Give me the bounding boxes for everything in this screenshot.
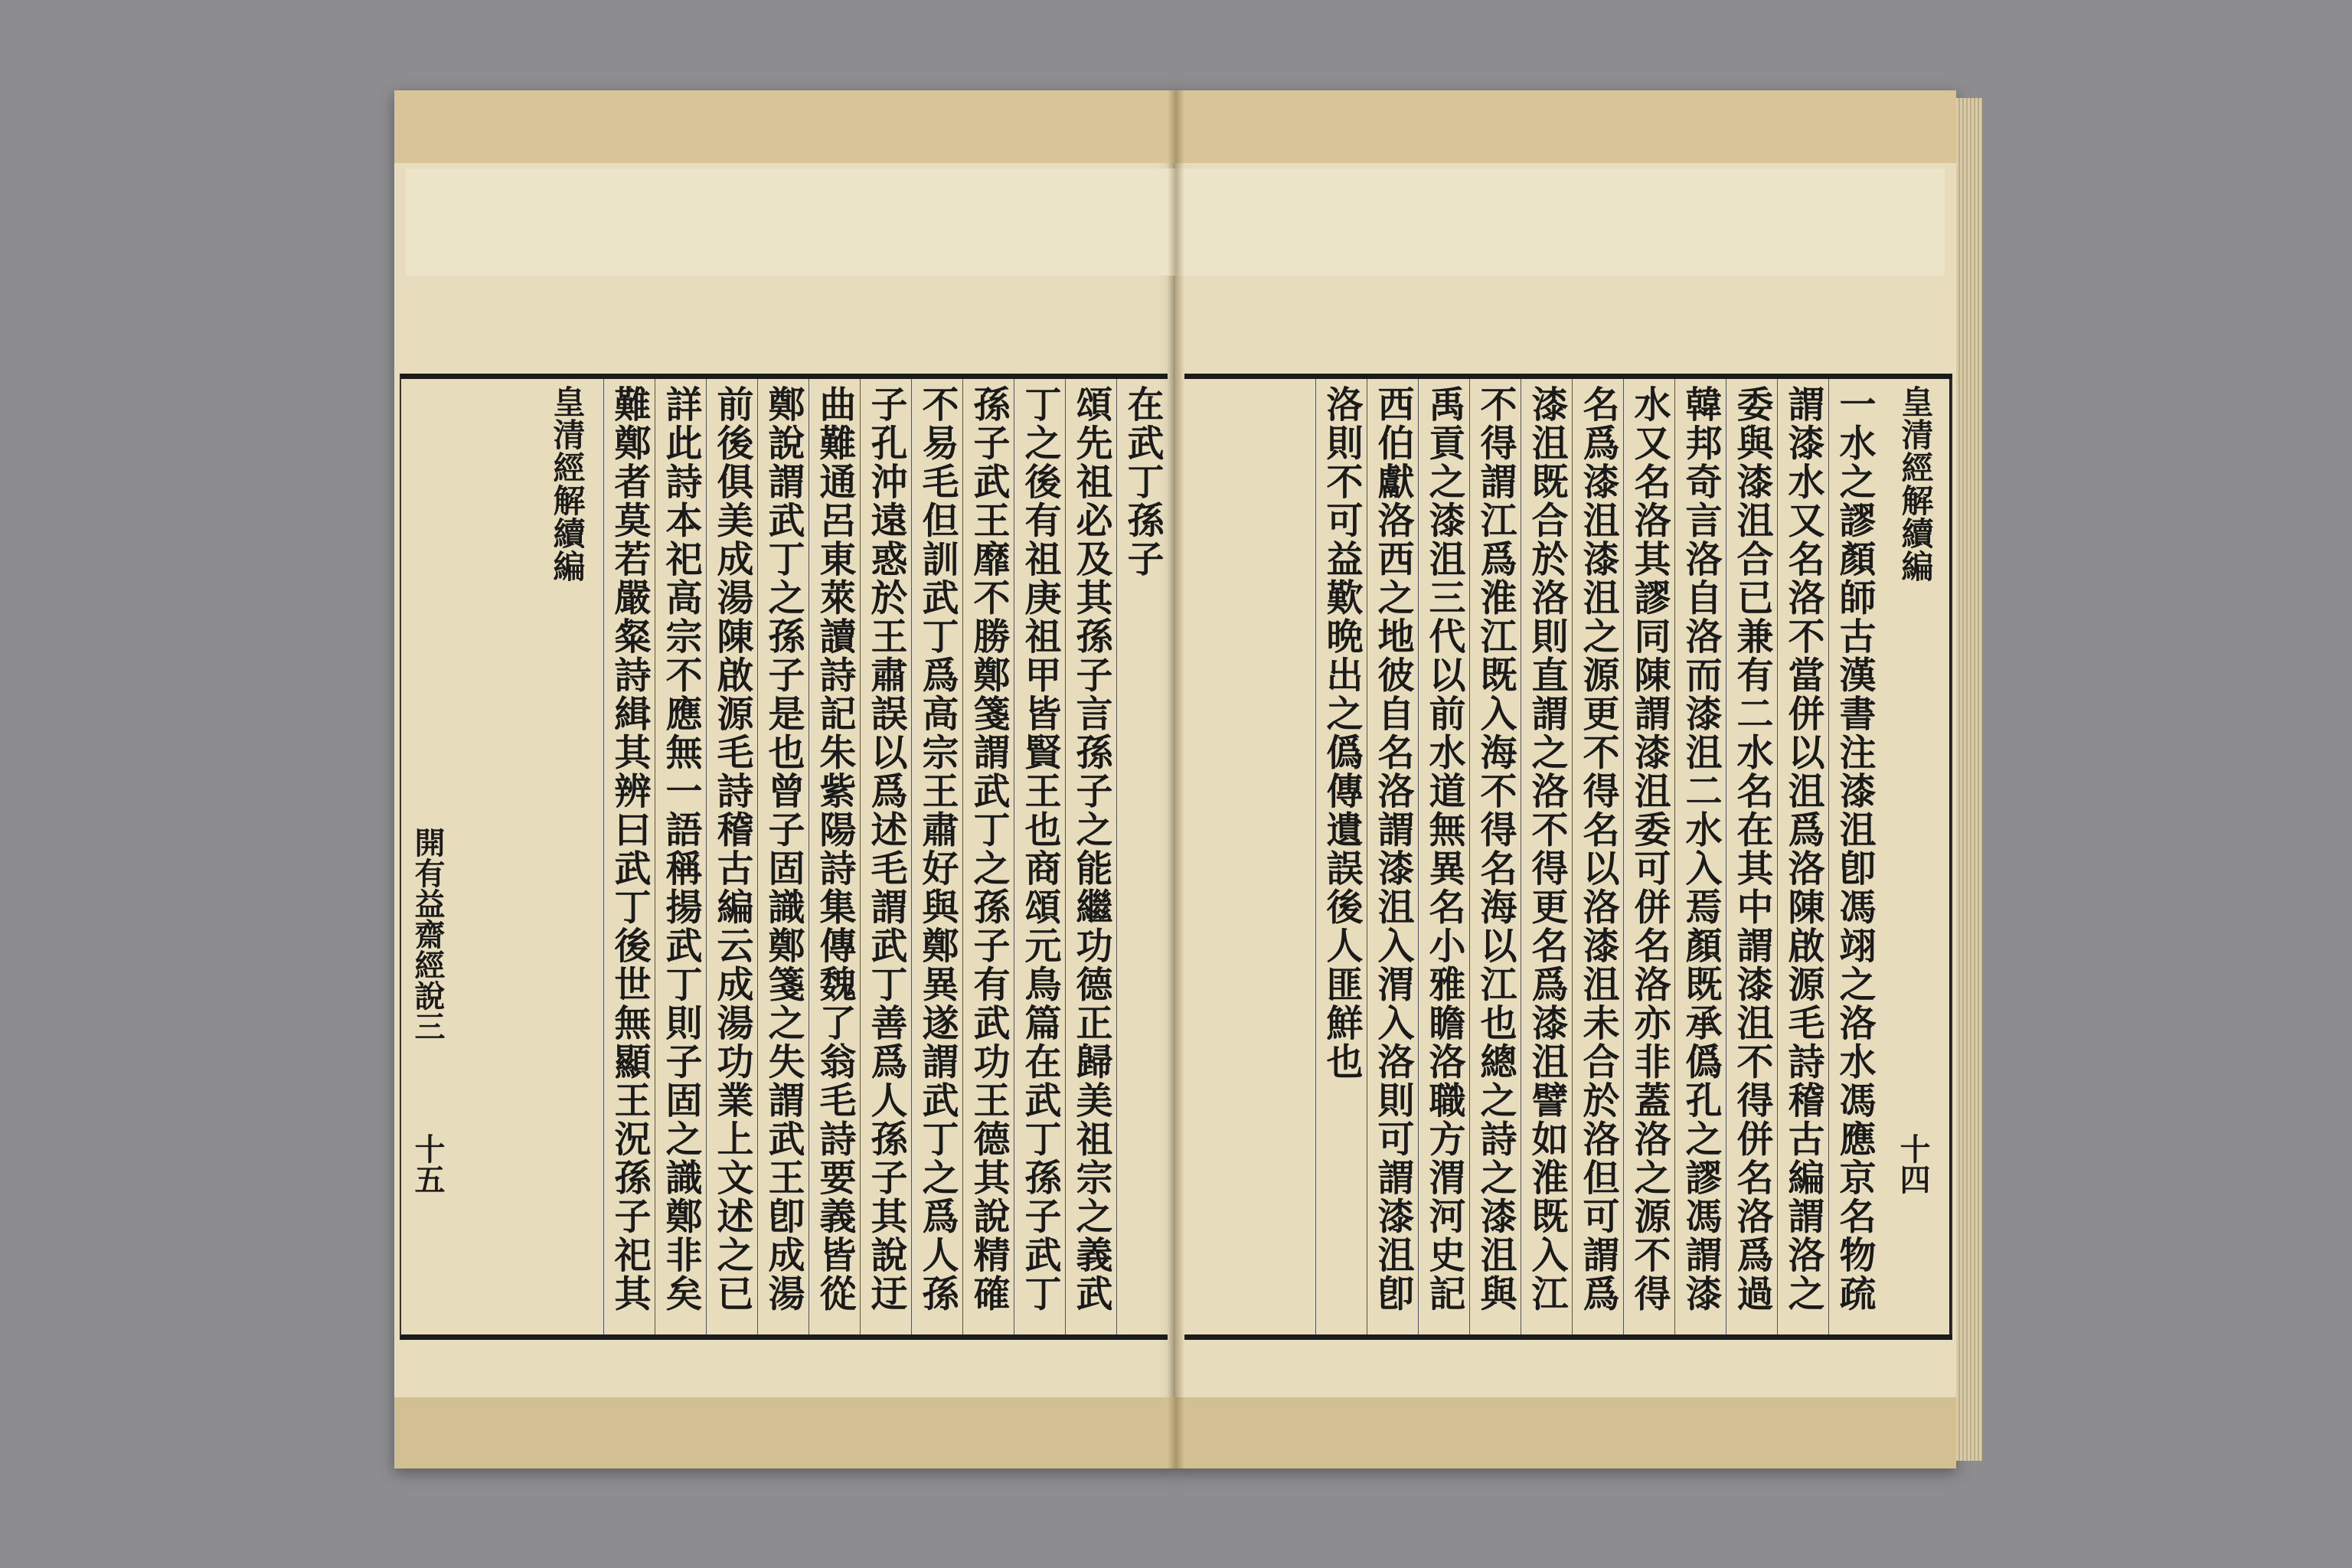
text-column: 水又名洛其謬同陳謂漆沮委可併名洛亦非蓋洛之源不得 [1623,379,1674,1334]
text-column: 在武丁孫子 [1116,379,1168,1334]
text-column: 韓邦奇言洛自洛而漆沮二水入焉顏既承僞孔之謬馮謂漆 [1674,379,1726,1334]
text-column: 鄭說謂武丁之孫子是也曾子固識鄭箋之失謂武王卽成湯 [757,379,808,1334]
text-column: 謂漆水又名洛不當併以沮爲洛陳啟源毛詩稽古編謂洛之 [1777,379,1828,1334]
book-title: 皇清經解續編 [1896,385,1935,583]
book-gutter [1168,90,1184,1468]
text-column: 子孔沖遠惑於王肅誤以爲述毛謂武丁善爲人孫子其說迂 [860,379,911,1334]
text-column: 孫子武王靡不勝鄭箋謂武丁之孫子有武功王德其說精確 [962,379,1014,1334]
left-page-margin-label [531,379,603,1334]
right-text-columns [1184,379,1952,1334]
left-margin-subtitle: 開有益齋經說三 [410,827,446,1041]
left-page-number: 十五 [410,1133,446,1194]
text-column: 不易毛但訓武丁爲高宗王肅好與鄭異遂謂武丁之爲人孫 [911,379,962,1334]
book-title: 皇清經解續編 [548,385,586,583]
text-column: 詳此詩本祀高宗不應無一語稱揚武丁則子固之識鄭非矣 [655,379,706,1334]
text-column: 不得謂江爲淮江既入海不得名海以江也總之詩之漆沮與 [1469,379,1521,1334]
text-column: 名爲漆沮漆沮之源更不得名以洛漆沮未合於洛但可謂爲 [1572,379,1623,1334]
right-page-number: 十四 [1895,1133,1931,1194]
text-column: 一水之謬顏師古漢書注漆沮卽馮翊之洛水馮應京名物疏 [1828,379,1880,1334]
text-column: 禹貢之漆沮三代以前水道無異名小雅瞻洛職方渭河史記 [1418,379,1469,1334]
text-column: 前後俱美成湯陳啟源毛詩稽古編云成湯功業上文述之已 [706,379,757,1334]
text-column: 丁之後有祖庚祖甲皆賢王也商頌元鳥篇在武丁孫子武丁 [1014,379,1065,1334]
text-column: 曲難通呂東萊讀詩記朱紫陽詩集傳魏了翁毛詩要義皆從 [808,379,860,1334]
text-column: 委與漆沮合已兼有二水名在其中謂漆沮不得併名洛爲過 [1726,379,1777,1334]
text-column: 西伯獻洛西之地彼自名洛謂漆沮入渭入洛則可謂漆沮卽 [1367,379,1418,1334]
text-column: 難鄭者莫若嚴粲詩緝其辨曰武丁後世無顯王況孫子祀其 [603,379,655,1334]
left-text-columns [400,379,1168,1334]
text-column: 漆沮既合於洛則直謂之洛不得更名爲漆沮譬如淮既入江 [1521,379,1572,1334]
page-edges [1956,98,1982,1461]
text-column: 頌先祖必及其孫子言孫子之能繼功德正歸美祖宗之義武 [1065,379,1116,1334]
text-column: 洛則不可益歎晩出之僞傳遺誤後人匪鮮也 [1315,379,1367,1334]
